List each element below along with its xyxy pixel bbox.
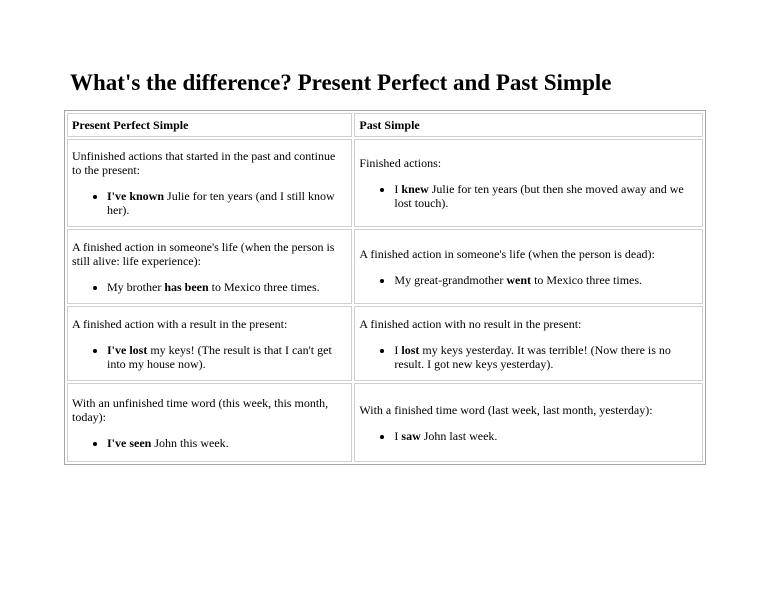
example-sentence: • I saw John last week. <box>394 429 698 443</box>
page-title: What's the difference? Present Perfect and Past Simple <box>70 70 612 95</box>
verb-highlight: has been <box>164 279 209 294</box>
present-perfect-cell <box>67 383 352 462</box>
verb-highlight: I've lost <box>107 342 148 357</box>
example-sentence: • I've lost my keys! (The result is that I can't get into my house now). <box>107 343 347 371</box>
table-row <box>67 306 703 381</box>
usage-description: With an unfinished time word (this week, this month, today): <box>72 395 329 424</box>
verb-highlight: lost <box>401 342 420 357</box>
example-list <box>72 280 347 294</box>
usage-description: A finished action with no result in the present: <box>359 316 582 331</box>
present-perfect-cell <box>67 139 352 227</box>
verb-highlight: I've seen <box>107 435 152 450</box>
example-sentence: • My brother has been to Mexico three times. <box>107 280 347 294</box>
example-sentence: • I've seen John this week. <box>107 436 347 450</box>
example-list <box>359 429 698 443</box>
example-list <box>72 189 347 217</box>
usage-description: A finished action with a result in the present: <box>72 316 288 331</box>
example-sentence: • My great-grandmother went to Mexico three times. <box>394 273 698 287</box>
present-perfect-cell <box>67 229 352 304</box>
past-simple-cell <box>354 139 703 227</box>
verb-highlight: went <box>506 272 532 287</box>
example-sentence: • I knew Julie for ten years (but then she moved away and we lost touch). <box>394 182 698 210</box>
usage-description: A finished action in someone's life (when the person is dead): <box>359 246 655 261</box>
past-simple-cell <box>354 306 703 381</box>
usage-description: With a finished time word (last week, last month, yesterday): <box>359 402 653 417</box>
usage-description: A finished action in someone's life (when the person is still alive: life experience): <box>72 239 335 268</box>
table-row <box>67 383 703 462</box>
present-perfect-cell <box>67 306 352 381</box>
header-present-perfect: Present Perfect Simple <box>67 113 352 137</box>
example-list <box>359 273 698 287</box>
example-list <box>359 182 698 210</box>
comparison-table <box>64 110 706 465</box>
example-sentence: • I lost my keys yesterday. It was terrible! (Now there is no result. I got new keys yesterday). <box>394 343 698 371</box>
past-simple-cell <box>354 229 703 304</box>
header-past-simple: Past Simple <box>354 113 703 137</box>
example-sentence: • I've known Julie for ten years (and I still know her). <box>107 189 347 217</box>
table-header-row <box>67 113 703 137</box>
example-list <box>359 343 698 371</box>
example-list <box>72 343 347 371</box>
table-row <box>67 139 703 227</box>
example-list <box>72 436 347 450</box>
usage-description: Finished actions: <box>359 156 442 170</box>
verb-highlight: I've known <box>107 189 165 203</box>
verb-highlight: saw <box>401 428 421 443</box>
table-row <box>67 229 703 304</box>
usage-description: Unfinished actions that started in the past and continue to the present: <box>72 149 336 177</box>
verb-highlight: knew <box>401 182 429 196</box>
past-simple-cell <box>354 383 703 462</box>
